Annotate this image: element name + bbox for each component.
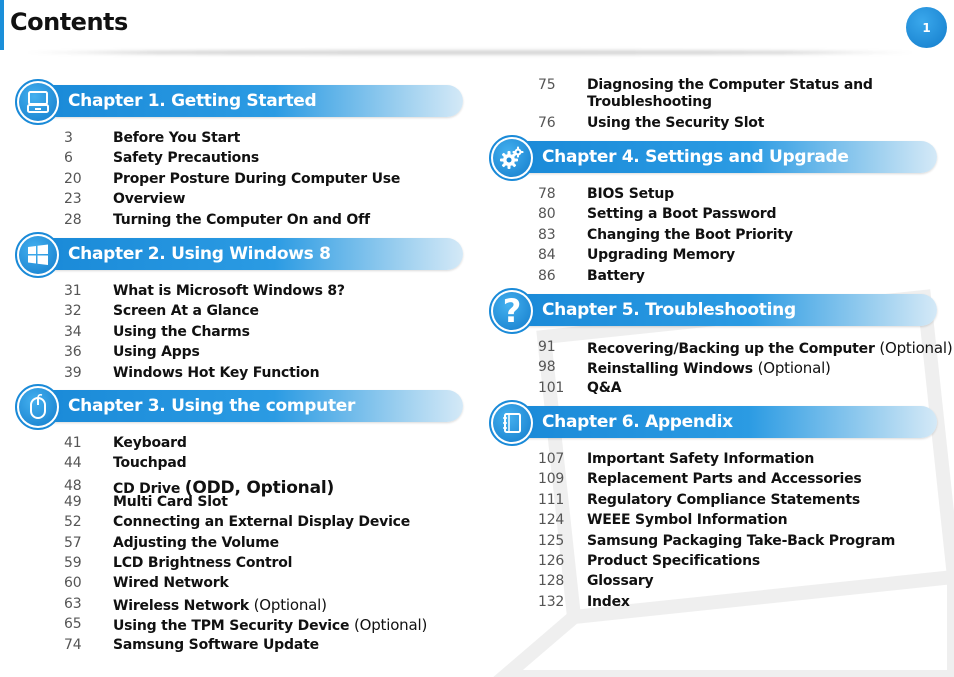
toc-entry[interactable]: [538, 77, 938, 115]
toc-entry[interactable]: [538, 227, 938, 247]
entry-page: 60: [64, 575, 82, 592]
chapter-6-entries: [538, 451, 938, 614]
toc-entry[interactable]: [538, 186, 938, 206]
entry-title: Upgrading Memory: [587, 247, 735, 264]
entry-page: 86: [538, 267, 556, 284]
entry-title: Using Apps: [113, 344, 200, 361]
toc-entry[interactable]: [64, 171, 464, 191]
entry-page: 124: [538, 512, 565, 529]
entry-page: 57: [64, 534, 82, 551]
chapter-label: Chapter 1. Getting Started: [68, 91, 317, 111]
chapter-6-header[interactable]: [474, 400, 944, 434]
entry-page: 84: [538, 247, 556, 264]
entry-title: Turning the Computer On and Off: [113, 211, 370, 228]
chapter-4-entries: [538, 186, 938, 288]
toc-entry[interactable]: [64, 535, 464, 555]
entry-title: Keyboard: [113, 435, 187, 451]
entry-page: 44: [64, 455, 82, 472]
toc-entry[interactable]: [538, 553, 938, 573]
toc-entry[interactable]: [64, 324, 464, 344]
entry-suffix: (Optional): [757, 359, 831, 378]
toc-entry[interactable]: [538, 268, 938, 288]
windows-logo-icon: [15, 232, 61, 278]
entry-title: Before You Start: [113, 130, 241, 146]
entry-title: Samsung Packaging Take-Back Program: [587, 532, 896, 549]
chapter-3-entries: [64, 435, 464, 657]
toc-entry[interactable]: [64, 616, 464, 636]
toc-entry[interactable]: [538, 451, 938, 471]
entry-page: 78: [538, 186, 556, 202]
toc-entry[interactable]: [64, 191, 464, 211]
chapter-label: Chapter 5. Troubleshooting: [542, 300, 796, 320]
chapter-label: Chapter 2. Using Windows 8: [68, 244, 331, 264]
toc-entry[interactable]: [64, 637, 464, 657]
toc-entry[interactable]: [538, 247, 938, 267]
entry-page: 125: [538, 532, 565, 549]
toc-entry[interactable]: [538, 359, 938, 379]
entry-page: 32: [64, 303, 82, 320]
chapter-3-continued-entries: [538, 77, 938, 135]
page-number-badge: 1: [906, 7, 947, 48]
entry-title: Important Safety Information: [587, 451, 815, 467]
entry-page: 91: [538, 339, 556, 355]
entry-page: 126: [538, 552, 565, 569]
laptop-icon: [15, 79, 61, 125]
entry-page: 80: [538, 206, 556, 223]
entry-title: Recovering/Backing up the Computer: [587, 341, 880, 357]
chapter-bar: [44, 238, 463, 270]
entry-page: 107: [538, 451, 565, 467]
entry-title: Glossary: [587, 573, 654, 590]
chapter-2-header[interactable]: [0, 232, 470, 266]
entry-page: 31: [64, 283, 82, 299]
entry-title: What is Microsoft Windows 8?: [113, 283, 345, 299]
entry-suffix: (Optional): [879, 339, 953, 357]
toc-entry[interactable]: [64, 130, 464, 150]
entry-suffix: (Optional): [253, 595, 327, 614]
entry-page: 39: [64, 364, 82, 381]
entry-title: Reinstalling Windows: [587, 361, 758, 378]
chapter-bar: [518, 294, 937, 326]
toc-entry[interactable]: [538, 594, 938, 614]
entry-page: 41: [64, 435, 82, 451]
entry-page: 132: [538, 593, 565, 610]
entry-page: 75: [538, 77, 556, 93]
entry-title: Diagnosing the Computer Status and: [587, 77, 873, 93]
entry-page: 52: [64, 514, 82, 531]
entry-title: Proper Posture During Computer Use: [113, 170, 401, 187]
chapter-bar: [518, 141, 937, 173]
toc-entry[interactable]: [538, 115, 938, 135]
entry-page: 34: [64, 323, 82, 340]
entry-title: Overview: [113, 191, 186, 208]
entry-title: Touchpad: [113, 455, 187, 472]
entry-page: 48: [64, 477, 82, 494]
chapter-1-header[interactable]: [0, 79, 470, 113]
chapter-4-header[interactable]: [474, 135, 944, 169]
entry-title: Regulatory Compliance Statements: [587, 491, 860, 508]
chapter-3-header[interactable]: [0, 384, 470, 418]
chapter-label: Chapter 4. Settings and Upgrade: [542, 147, 849, 167]
entry-title: Safety Precautions: [113, 150, 259, 167]
toc-entry[interactable]: [538, 380, 938, 400]
entry-page: 20: [64, 170, 82, 187]
page-title: Contents: [10, 8, 128, 36]
entry-page: 74: [64, 636, 82, 653]
entry-suffix: (ODD, Optional): [184, 477, 335, 498]
toc-entry[interactable]: [64, 212, 464, 232]
toc-entry[interactable]: [64, 575, 464, 595]
chapter-5-entries: [538, 339, 953, 400]
question-mark-icon: ?: [489, 288, 535, 334]
entry-page: 98: [538, 359, 556, 376]
entry-page: 101: [538, 379, 565, 396]
entry-title: Screen At a Glance: [113, 303, 259, 320]
toc-entry[interactable]: [64, 514, 464, 534]
toc-entry[interactable]: [538, 206, 938, 226]
entry-title: Using the Security Slot: [587, 115, 765, 131]
chapter-bar: [44, 390, 463, 422]
entry-title: Q&A: [587, 379, 622, 396]
entry-page: 109: [538, 471, 565, 488]
toc-entry[interactable]: [64, 150, 464, 170]
notebook-icon: [489, 400, 535, 446]
gears-icon: [489, 135, 535, 181]
chapter-bar: [518, 406, 937, 438]
entry-title: Replacement Parts and Accessories: [587, 471, 862, 488]
entry-title: Setting a Boot Password: [587, 206, 777, 223]
entry-page: 128: [538, 573, 565, 590]
toc-entry[interactable]: [538, 533, 938, 553]
entry-page: 3: [64, 130, 73, 146]
toc-entry[interactable]: [64, 596, 464, 616]
chapter-bar: [44, 85, 463, 117]
title-accent-bar: [0, 0, 4, 50]
entry-page: 23: [64, 191, 82, 208]
toc-entry[interactable]: [538, 573, 938, 593]
entry-title: Adjusting the Volume: [113, 534, 279, 551]
entry-title: Wired Network: [113, 575, 229, 592]
entry-page: 76: [538, 115, 556, 131]
toc-entry[interactable]: [64, 435, 464, 455]
entry-title: WEEE Symbol Information: [587, 512, 788, 529]
chapter-label: Chapter 3. Using the computer: [68, 396, 356, 416]
title-divider: [20, 50, 920, 55]
entry-page: 83: [538, 226, 556, 243]
entry-page: 6: [64, 150, 73, 167]
entry-title-line2: Troubleshooting: [587, 94, 712, 110]
toc-entry[interactable]: [64, 494, 464, 514]
toc-entry[interactable]: [538, 512, 938, 532]
entry-title: Connecting an External Display Device: [113, 514, 411, 531]
entry-page: 36: [64, 344, 82, 361]
toc-entry[interactable]: [538, 471, 938, 491]
mouse-icon: [15, 384, 61, 430]
entry-title: Changing the Boot Priority: [587, 226, 793, 243]
entry-page: 28: [64, 211, 82, 228]
entry-title: Samsung Software Update: [113, 636, 319, 653]
entry-title: Multi Card Slot: [113, 493, 228, 510]
toc-entry[interactable]: [64, 344, 464, 364]
entry-suffix: (Optional): [353, 616, 428, 635]
toc-entry[interactable]: [64, 555, 464, 575]
entry-page: 63: [64, 595, 82, 612]
toc-entry[interactable]: [538, 492, 938, 512]
chapter-label: Chapter 6. Appendix: [542, 412, 733, 432]
entry-title: Using the Charms: [113, 323, 250, 340]
entry-title: Index: [587, 593, 630, 610]
entry-title: Product Specifications: [587, 552, 760, 569]
entry-title: BIOS Setup: [587, 186, 674, 202]
toc-entry[interactable]: [64, 283, 464, 303]
entry-title: Battery: [587, 267, 645, 284]
chapter-2-entries: [64, 283, 464, 385]
chapter-1-entries: [64, 130, 464, 232]
toc-entry[interactable]: [64, 455, 464, 475]
entry-title: Wireless Network: [113, 597, 254, 614]
entry-page: 111: [538, 491, 565, 508]
entry-title: Using the TPM Security Device: [113, 618, 354, 635]
toc-entry[interactable]: [64, 303, 464, 323]
entry-page: 49: [64, 493, 82, 510]
toc-entry[interactable]: [538, 339, 953, 359]
entry-title: Windows Hot Key Function: [113, 364, 320, 381]
entry-page: 59: [64, 554, 82, 571]
entry-page: 65: [64, 616, 82, 633]
entry-title: LCD Brightness Control: [113, 554, 293, 571]
entry-title: CD Drive: [113, 480, 185, 497]
chapter-5-header[interactable]: [474, 288, 944, 330]
toc-entry[interactable]: [64, 365, 464, 385]
